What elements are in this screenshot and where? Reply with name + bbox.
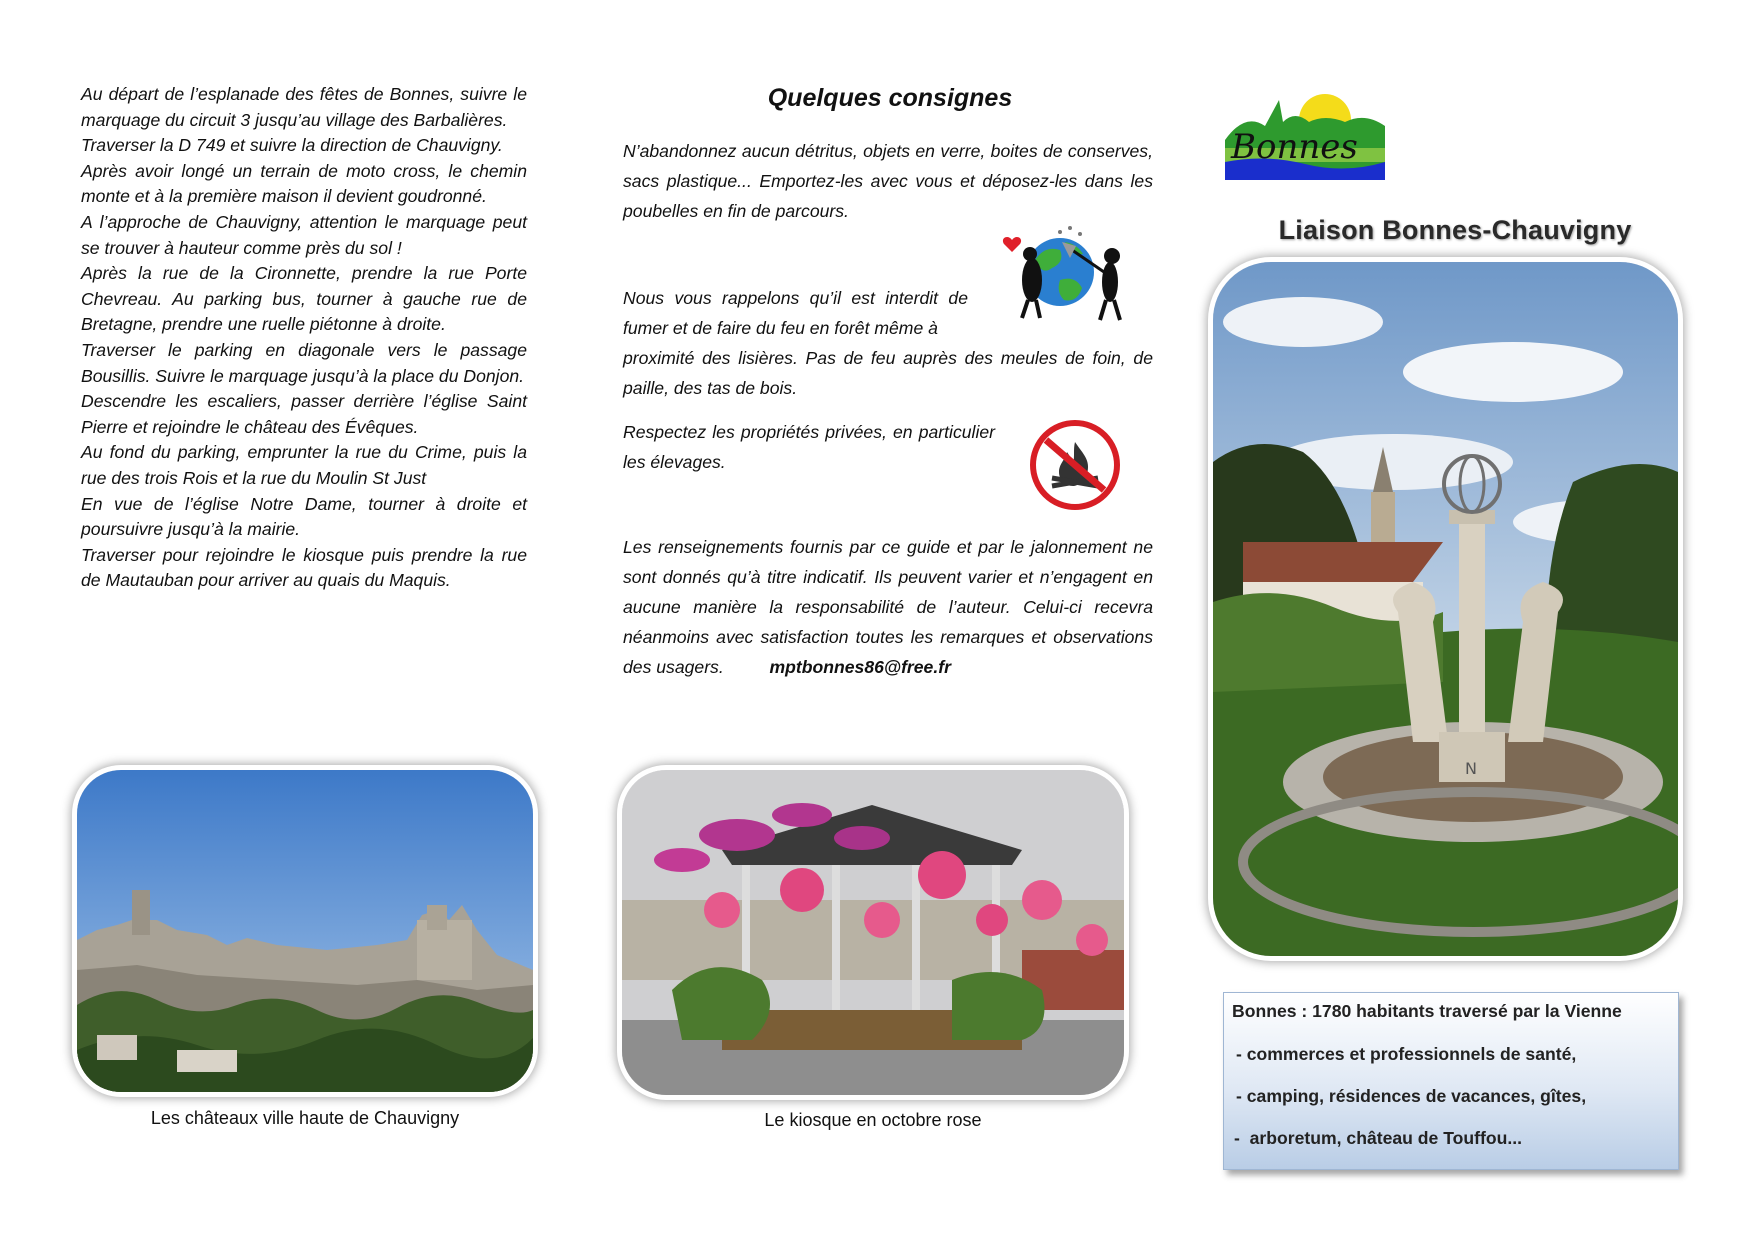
info-line: - commerces et professionnels de santé, <box>1236 1044 1577 1064</box>
consigne-dechets: N’abandonnez aucun détritus, objets en verre, boites de conserves, sacs plastique... Emportez-les avec vous et déposez-les dans les poubelles en fin de parcours. <box>623 141 1153 221</box>
page-title: Liaison Bonnes-Chauvigny <box>1278 215 1632 245</box>
info-line: Bonnes : 1780 habitants traversé par la Vienne <box>1232 1001 1622 1021</box>
svg-text:N: N <box>1465 759 1477 778</box>
contact-email[interactable]: mptbonnes86@free.fr <box>769 657 951 677</box>
direction-paragraph: Après avoir longé un terrain de moto cross, le chemin monte et à la première maison il devient goudronné. <box>81 160 527 207</box>
direction-paragraph: Traverser le parking en diagonale vers le passage Bousillis. Suivre le marquage jusqu’à la place du Donjon. <box>81 339 527 386</box>
consigne-feu-2: proximité des lisières. Pas de feu auprès des meules de foin, de paille, des tas de bois. <box>623 348 1153 398</box>
info-box <box>1223 992 1679 1170</box>
direction-paragraph: Descendre les escaliers, passer derrière l’église Saint Pierre et rejoindre le château des Évêques. <box>81 391 527 437</box>
no-fire-icon <box>1030 420 1120 510</box>
info-line: - arboretum, château de Touffou... <box>1234 1128 1523 1148</box>
direction-paragraph: Au départ de l’esplanade des fêtes de Bonnes, suivre le marquage du circuit 3 jusqu’au village des Barbalières. <box>81 84 527 130</box>
earth-cleaning-icon <box>1000 220 1135 330</box>
direction-paragraph: Traverser la D 749 et suivre la direction de Chauvigny. <box>81 135 503 156</box>
consigne-proprietes: Respectez les propriétés privées, en particulier les élevages. <box>623 422 995 472</box>
kiosque-caption: Le kiosque en octobre rose <box>764 1110 982 1130</box>
consignes-title: Quelques consignes <box>767 84 1013 112</box>
bonnes-logo-icon <box>1225 92 1385 180</box>
direction-paragraph: En vue de l’église Notre Dame, tourner à droite et poursuivre jusqu’à la mairie. <box>81 493 527 540</box>
consigne-feu-1: Nous vous rappelons qu’il est interdit de fumer et de faire du feu en forêt même à <box>623 288 968 338</box>
direction-paragraph: Traverser pour rejoindre le kiosque puis prendre la rue de Mautauban pour arriver au quais du Maquis. <box>81 544 527 591</box>
chateaux-caption: Les châteaux ville haute de Chauvigny <box>150 1108 460 1128</box>
directions-text <box>81 82 527 594</box>
chateaux-photo <box>77 770 533 1092</box>
renseignements-text: Les renseignements fournis par ce guide et par le jalonnement ne sont donnés qu’à titre indicatif. Ils peuvent varier et n’engagent en aucune manière la responsabilité de l’auteur. Celui-ci recevra néanmoins avec satisfaction toutes les remarques et observations des usagers. <box>623 537 1153 677</box>
info-line: - camping, résidences de vacances, gîtes, <box>1236 1086 1587 1106</box>
direction-paragraph: A l’approche de Chauvigny, attention le marquage peut se trouver à hauteur comme près du sol ! <box>81 211 527 258</box>
kiosque-photo <box>622 770 1124 1095</box>
svg-text:Bonnes: Bonnes <box>1231 127 1358 167</box>
monument-photo <box>1213 262 1678 956</box>
consigne-renseignements <box>623 532 1153 682</box>
direction-paragraph: Au fond du parking, emprunter la rue du Crime, puis la rue des trois Rois et la rue du Moulin St Just <box>81 442 527 488</box>
direction-paragraph: Après la rue de la Cironnette, prendre la rue Porte Chevreau. Au parking bus, tourner à gauche rue de Bretagne, prendre une ruelle piétonne à droite. <box>81 263 527 335</box>
